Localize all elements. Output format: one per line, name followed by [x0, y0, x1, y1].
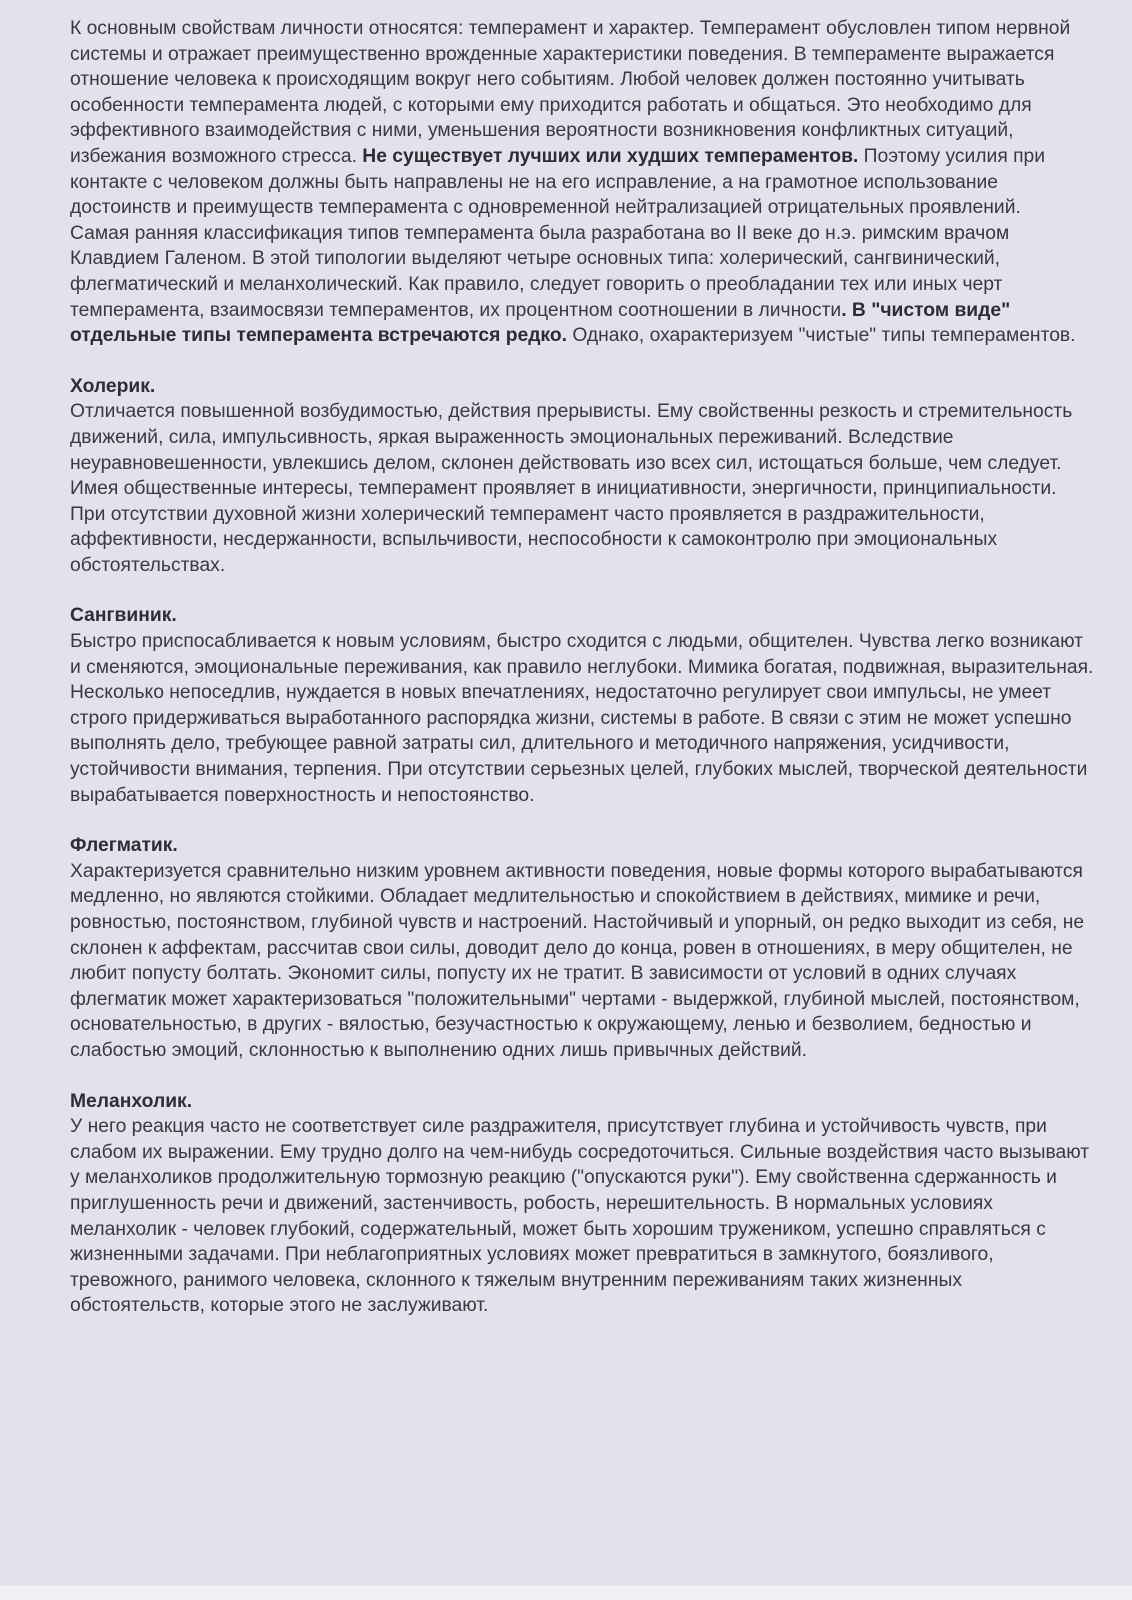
section-body: Характеризуется сравнительно низким уровнем активности поведения, новые формы которого вырабатываются медленно, но являются стойкими. Обладает медлительностью и спокойствием в действиях, мимике и речи, ровностью, постоянством, глубиной чувств и настроений. Настойчивый и упорный, он редко выходит из себя, не склонен к аффектам, рассчитав свои силы, доводит дело до конца, ровен в отношениях, в меру общителен, не любит попусту болтать. Экономит силы, попусту их не тратит. В зависимости от условий в одних случаях флегматик может характеризоваться "положительными" чертами - выдержкой, глубиной мыслей, постоянством, основательностью, в других - вялостью, безучастностью к окружающему, ленью и безволием, бедностью и слабостью эмоций, склонностью к выполнению одних лишь привычных действий. [70, 860, 1085, 1061]
section-body: У него реакция часто не соответствует силе раздражителя, присутствует глубина и устойчивость чувств, при слабом их выражении. Ему трудно долго на чем-нибудь сосредоточиться. Сильные воздействия часто вызывают у меланхоликов продолжительную тормозную реакцию ("опускаются руки"). Ему свойственна сдержанность и приглушенность речи и движений, застенчивость, робость, нерешительность. В нормальных условиях меланхолик - человек глубокий, содержательный, может быть хорошим тружеником, успешно справляться с жизненными задачами. При неблагоприятных условиях может превратиться в замкнутого, боязливого, тревожного, ранимого человека, склонного к тяжелым внутренним переживаниям таких жизненных обстоятельств, которые этого не заслуживают. [70, 1116, 1090, 1317]
section-heading: Холерик. [70, 375, 156, 397]
scan-bottom-edge [0, 1586, 1132, 1600]
section-choleric [70, 374, 1096, 579]
intro-text-2b: Однако, охарактеризуем "чистые" типы темпераментов. [566, 325, 1076, 347]
intro-paragraph-1 [70, 16, 1096, 221]
intro-text-2a: Самая ранняя классификация типов темперамента была разработана во II веке до н.э. римским врачом Клавдием Галеном. В этой типологии выделяют четыре основных типа: холерический, сангвинический, флегматический и меланхолический. Как правило, следует говорить о преобладании тех или иных черт темперамента, взаимосвязи темпераментов, их процентном соотношении в личности [70, 222, 1010, 321]
section-phlegmatic [70, 833, 1096, 1063]
intro-text-1b: Поэтому усилия при контакте с человеком должны быть направлены не на его исправление, а на грамотное использование достоинств и преимуществ темперамента с одновременной нейтрализацией отрицательных проявлений. [70, 145, 1046, 219]
section-body: Быстро приспосабливается к новым условиям, быстро сходится с людьми, общителен. Чувства легко возникают и сменяются, эмоциональные переживания, как правило неглубоки. Мимика богатая, подвижная, выразительная. Несколько непоседлив, нуждается в новых впечатлениях, недостаточно регулирует свои импульсы, не умеет строго придерживаться выработанного распорядка жизни, системы в работе. В связи с этим не может успешно выполнять дело, требующее равной затраты сил, длительного и методичного напряжения, усидчивости, устойчивости внимания, терпения. При отсутствии серьезных целей, глубоких мыслей, творческой деятельности вырабатывается поверхностность и непостоянство. [70, 631, 1094, 806]
intro-bold-statement-2: . В "чистом виде" отдельные типы темперамента встречаются редко. [70, 299, 1011, 347]
section-heading: Сангвиник. [70, 605, 177, 627]
section-body: Отличается повышенной возбудимостью, действия прерывисты. Ему свойственны резкость и стремительность движений, сила, импульсивность, яркая выраженность эмоциональных переживаний. Вследствие неуравновешенности, увлекшись делом, склонен действовать изо всех сил, истощаться больше, чем следует. Имея общественные интересы, темперамент проявляет в инициативности, энергичности, принципиальности. При отсутствии духовной жизни холерический темперамент часто проявляется в раздражительности, аффективности, несдержанности, вспыльчивости, неспособности к самоконтролю при эмоциональных обстоятельствах. [70, 401, 1073, 576]
intro-bold-statement-1: Не существует лучших или худших темпераментов. [362, 145, 859, 167]
intro-text-1a: К основным свойствам личности относятся: темперамент и характер. Темперамент обусловлен типом нервной системы и отражает преимущественно врожденные характеристики поведения. В темпераменте выражается отношение человека к происходящим вокруг него событиям. Любой человек должен постоянно учитывать особенности темперамента людей, с которыми ему приходится работать и общаться. Это необходимо для эффективного взаимодействия с ними, уменьшения вероятности возникновения конфликтных ситуаций, избежания возможного стресса. [70, 18, 1071, 167]
intro-paragraph-2 [70, 221, 1096, 349]
section-heading: Меланхолик. [70, 1090, 193, 1112]
section-sanguine [70, 603, 1096, 808]
section-melancholic [70, 1089, 1096, 1319]
section-heading: Флегматик. [70, 835, 178, 857]
